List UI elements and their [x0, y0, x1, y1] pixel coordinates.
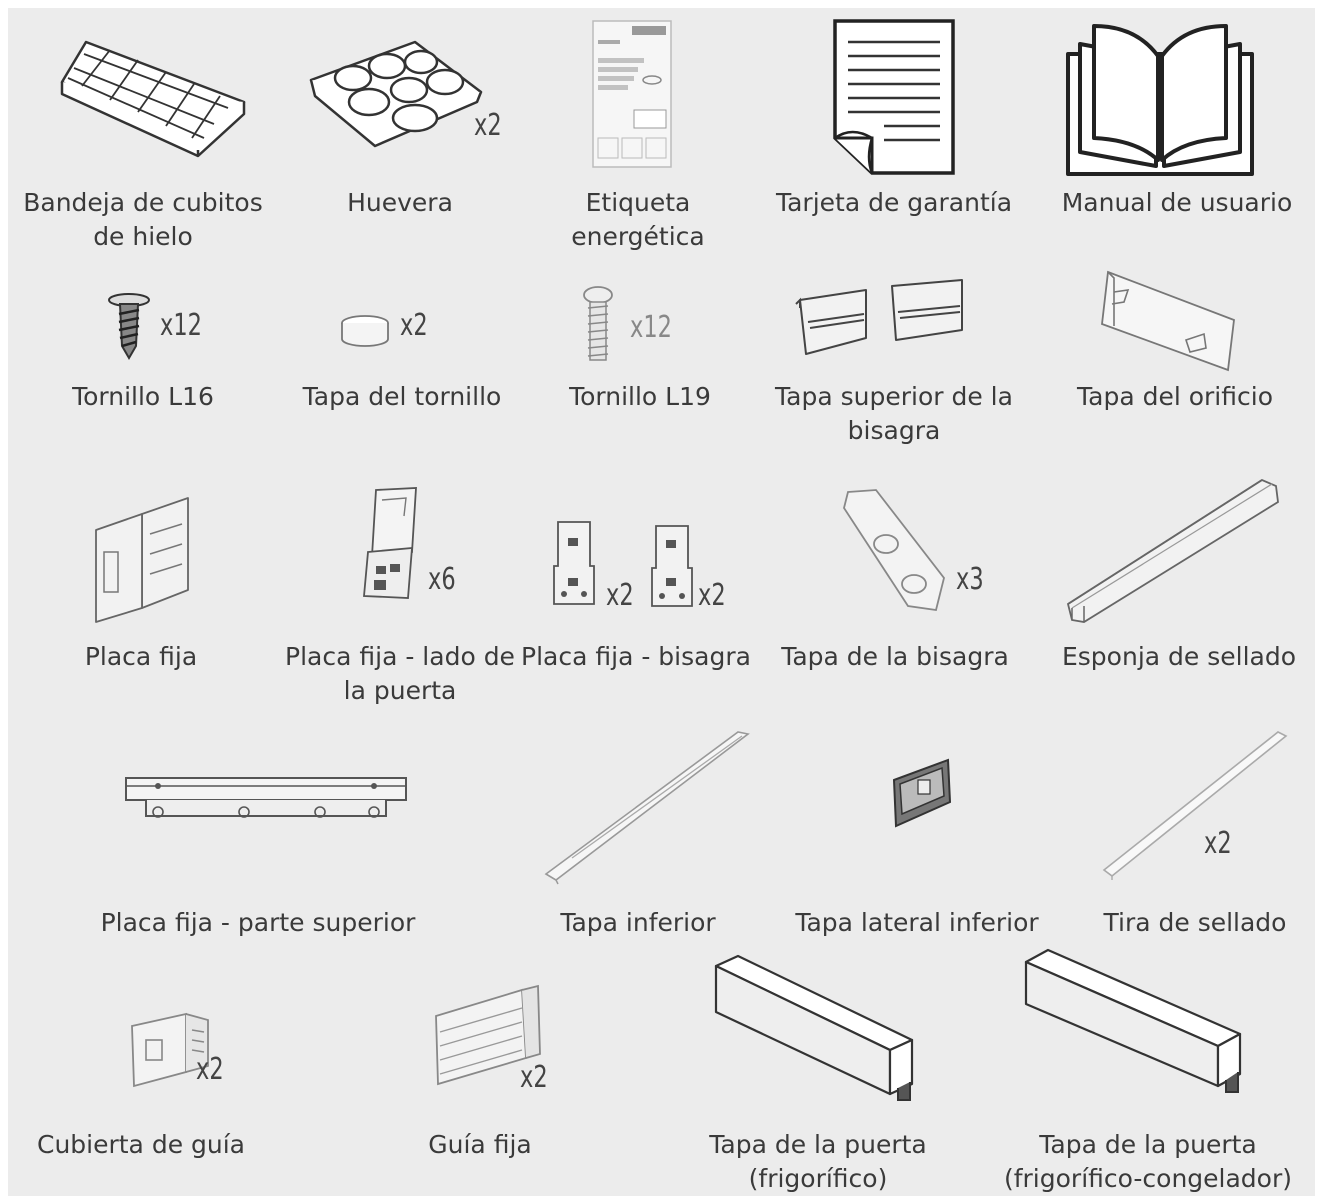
item-label-line1: Tapa de la puerta: [709, 1130, 927, 1159]
fridge-door-cover-icon: [712, 954, 920, 1106]
item-quantity: x6: [428, 562, 456, 597]
item-label-line1: Guía fija: [428, 1130, 532, 1159]
item-label-line1: Huevera: [347, 188, 453, 217]
item-label-line2: (frigorífico-congelador): [1003, 1164, 1293, 1193]
item-label-line1: Tapa inferior: [560, 908, 716, 937]
item-label-line1: Tapa del orificio: [1077, 382, 1273, 411]
door-side-plate-icon: [362, 486, 422, 600]
bottom-side-cover-icon: [888, 758, 954, 830]
screw-l19-icon: [582, 286, 614, 364]
egg-tray-icon: [305, 38, 485, 148]
energy-label-icon: [592, 20, 672, 168]
item-label-line1: Bandeja de cubitos: [23, 188, 263, 217]
item-label-line1: Tornillo L16: [72, 382, 214, 411]
item-label-line1: Tornillo L19: [569, 382, 711, 411]
fixed-plate-icon: [92, 494, 192, 624]
item-quantity: x12: [160, 308, 202, 343]
item-label-line2: (frigorífico): [748, 1164, 888, 1193]
item-label-line1: Tapa de la puerta: [1039, 1130, 1257, 1159]
item-quantity: x2: [1204, 826, 1232, 861]
item-label-line2: la puerta: [343, 676, 457, 705]
item-quantity: x12: [630, 310, 672, 345]
hinge-top-cover-icon: [792, 278, 970, 364]
item-label-line1: Etiqueta: [585, 188, 691, 217]
item-quantity: x2: [606, 578, 634, 613]
warranty-card-icon: [832, 18, 956, 176]
item-label-line1: Cubierta de guía: [36, 1130, 246, 1159]
hinge-cover-icon: [842, 488, 948, 612]
screw-cap-icon: [340, 314, 390, 350]
sealing-strip-icon: [1100, 728, 1290, 880]
item-quantity: x2: [520, 1060, 548, 1095]
item-quantity: x2: [400, 308, 428, 343]
ice-cube-tray-icon: [58, 38, 248, 156]
hole-cover-icon: [1094, 268, 1238, 372]
hinge-plate-icon: [550, 518, 598, 608]
item-quantity: x2: [196, 1052, 224, 1087]
fridge-freezer-door-cover-icon: [1022, 948, 1246, 1094]
item-label-line1: Tapa del tornillo: [302, 382, 502, 411]
item-quantity: x2: [474, 108, 502, 143]
item-label-line2: bisagra: [847, 416, 941, 445]
bottom-cover-icon: [542, 726, 752, 884]
item-label-line1: Placa fija - bisagra: [521, 642, 751, 671]
item-label-line1: Placa fija - parte superior: [100, 908, 416, 937]
item-label-line1: Tapa lateral inferior: [795, 908, 1039, 937]
item-label-line2: energética: [571, 222, 705, 251]
item-label-line1: Tapa de la bisagra: [781, 642, 1009, 671]
user-manual-icon: [1066, 20, 1254, 176]
item-quantity-2: x2: [698, 578, 726, 613]
item-label-line1: Placa fija: [84, 642, 198, 671]
item-label-line2: de hielo: [93, 222, 193, 251]
hinge-plate-icon: [648, 522, 696, 610]
item-label-line1: Esponja de sellado: [1061, 642, 1297, 671]
top-fixed-plate-icon: [124, 776, 408, 828]
item-label-line1: Tapa superior de la: [775, 382, 1013, 411]
item-label-line1: Tarjeta de garantía: [775, 188, 1013, 217]
screw-l16-icon: [106, 292, 152, 360]
item-quantity: x3: [956, 562, 984, 597]
sealing-sponge-icon: [1066, 474, 1280, 624]
item-label-line1: Tira de sellado: [1103, 908, 1287, 937]
item-label-line1: Manual de usuario: [1061, 188, 1293, 217]
item-label-line1: Placa fija - lado de: [285, 642, 515, 671]
